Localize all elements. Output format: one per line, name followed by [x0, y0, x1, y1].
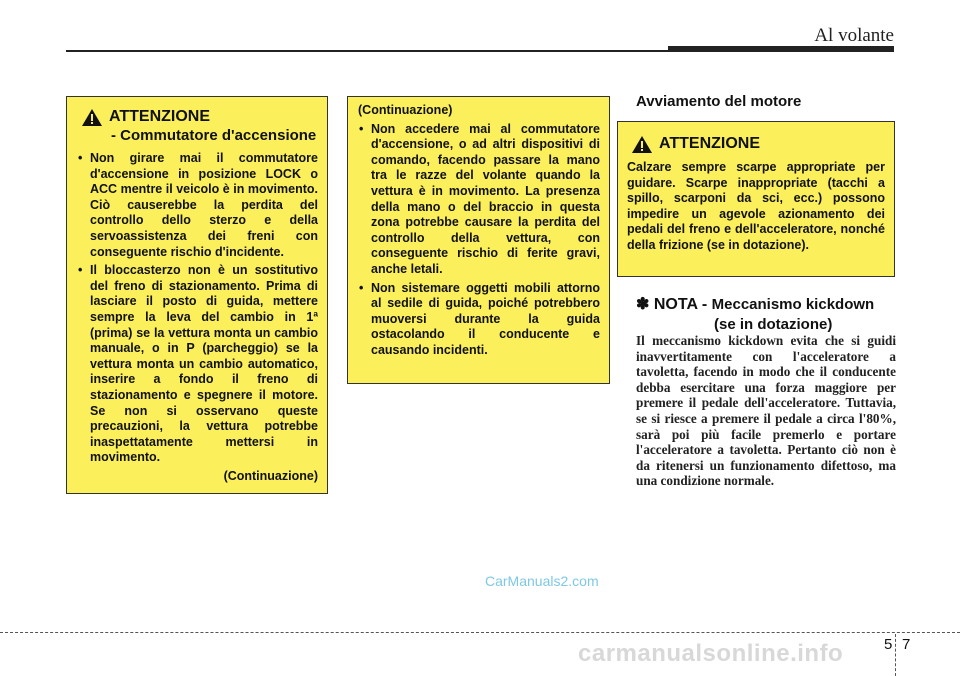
section-title: Avviamento del motore — [636, 93, 802, 110]
warning-header — [77, 107, 318, 127]
warning-box-continued — [347, 96, 610, 384]
warning-title: ATTENZIONE — [109, 108, 211, 125]
list-item: • Il bloccasterzo non è un sostitutivo del freno di stazionamento. Prima di lasciare il posto di guida, mettere sempre la leva del cambio in 1ª (prima) se la vettura monta un cambio manuale, o in P (parcheggio) se la vettura monta un cambio automatico, inserire a fondo il freno di stazionamento e spegnere il motore. Se non si osservano queste precauzioni, la vettura potrebbe inaspettatamente mettersi in movimento. — [77, 263, 318, 466]
note-title: Meccanismo kickdown — [711, 296, 875, 313]
warning-triangle-icon — [631, 135, 653, 154]
warning-list — [358, 122, 600, 359]
list-item: • Non sistemare oggetti mobili attorno al sedile di guida, poiché potrebbero muoversi durante la guida ostacolando il conducente e causando incidenti. — [358, 281, 600, 359]
page-number: 7 — [902, 636, 911, 653]
note-label: NOTA - — [653, 296, 708, 313]
warning-triangle-icon — [81, 108, 103, 127]
note-body: Il meccanismo kickdown evita che si guidi inavvertitamente con l'acceleratore a tavoletta, facendo in modo che il conducente debba esercitare una forza maggiore per premere il pedale dell'acceleratore. Tuttavia, se si riesce a premere il pedale a circa l'80%, sarà poi più facile premerlo e portare l'acceleratore a tavoletta. Pertanto ciò non è da ritenersi un funzionamento difettoso, ma una condizione normale. — [636, 333, 896, 489]
warning-body: Calzare sempre scarpe appropriate per guidare. Scarpe inappropriate (tacchi a spillo, scarponi da sci, ecc.) possono impedire un agevole azionamento dei pedali del freno e dell'acceleratore, nonché della frizione (se in dotazione). — [627, 160, 885, 252]
page-header-title: Al volante — [814, 25, 894, 46]
continued-label: (Continuazione) — [358, 103, 453, 117]
note-title-line2: (se in dotazione) — [714, 316, 833, 333]
footer-watermark-logo: carmanualsonline.info — [578, 640, 844, 667]
list-item: • Non girare mai il commutatore d'accensione in posizione LOCK o ACC mentre il veicolo è in movimento. Ciò causerebbe la perdita del controllo dello sterzo e della servoassistenza dei freni con conseguente rischio d'incidente. — [77, 151, 318, 260]
watermark: CarManuals2.com — [485, 573, 599, 589]
warning-box-footwear — [617, 121, 895, 277]
footer-rule — [0, 632, 960, 633]
warning-title: ATTENZIONE — [659, 135, 761, 152]
list-item: • Non accedere mai al commutatore d'accensione, o ad altri dispositivi di comando, facendo passare la mano tra le razze del volante quando la vettura è in movimento. La presenza della mano o del braccio in questa zona potrebbe causare la perdita del controllo della vettura, con conseguente rischio di ferite gravi, anche letali. — [358, 122, 600, 278]
section-number: 5 — [884, 636, 893, 653]
continued-label: (Continuazione) — [223, 468, 318, 483]
warning-list — [77, 151, 318, 466]
warning-box-ignition — [66, 96, 328, 494]
header-rule-accent — [668, 46, 894, 52]
note-heading — [636, 295, 896, 334]
note-star-icon: ✽ — [636, 296, 650, 313]
warning-header — [627, 134, 885, 154]
page-number-separator — [895, 634, 896, 676]
warning-subtitle: - Commutatore d'accensione — [111, 127, 317, 144]
